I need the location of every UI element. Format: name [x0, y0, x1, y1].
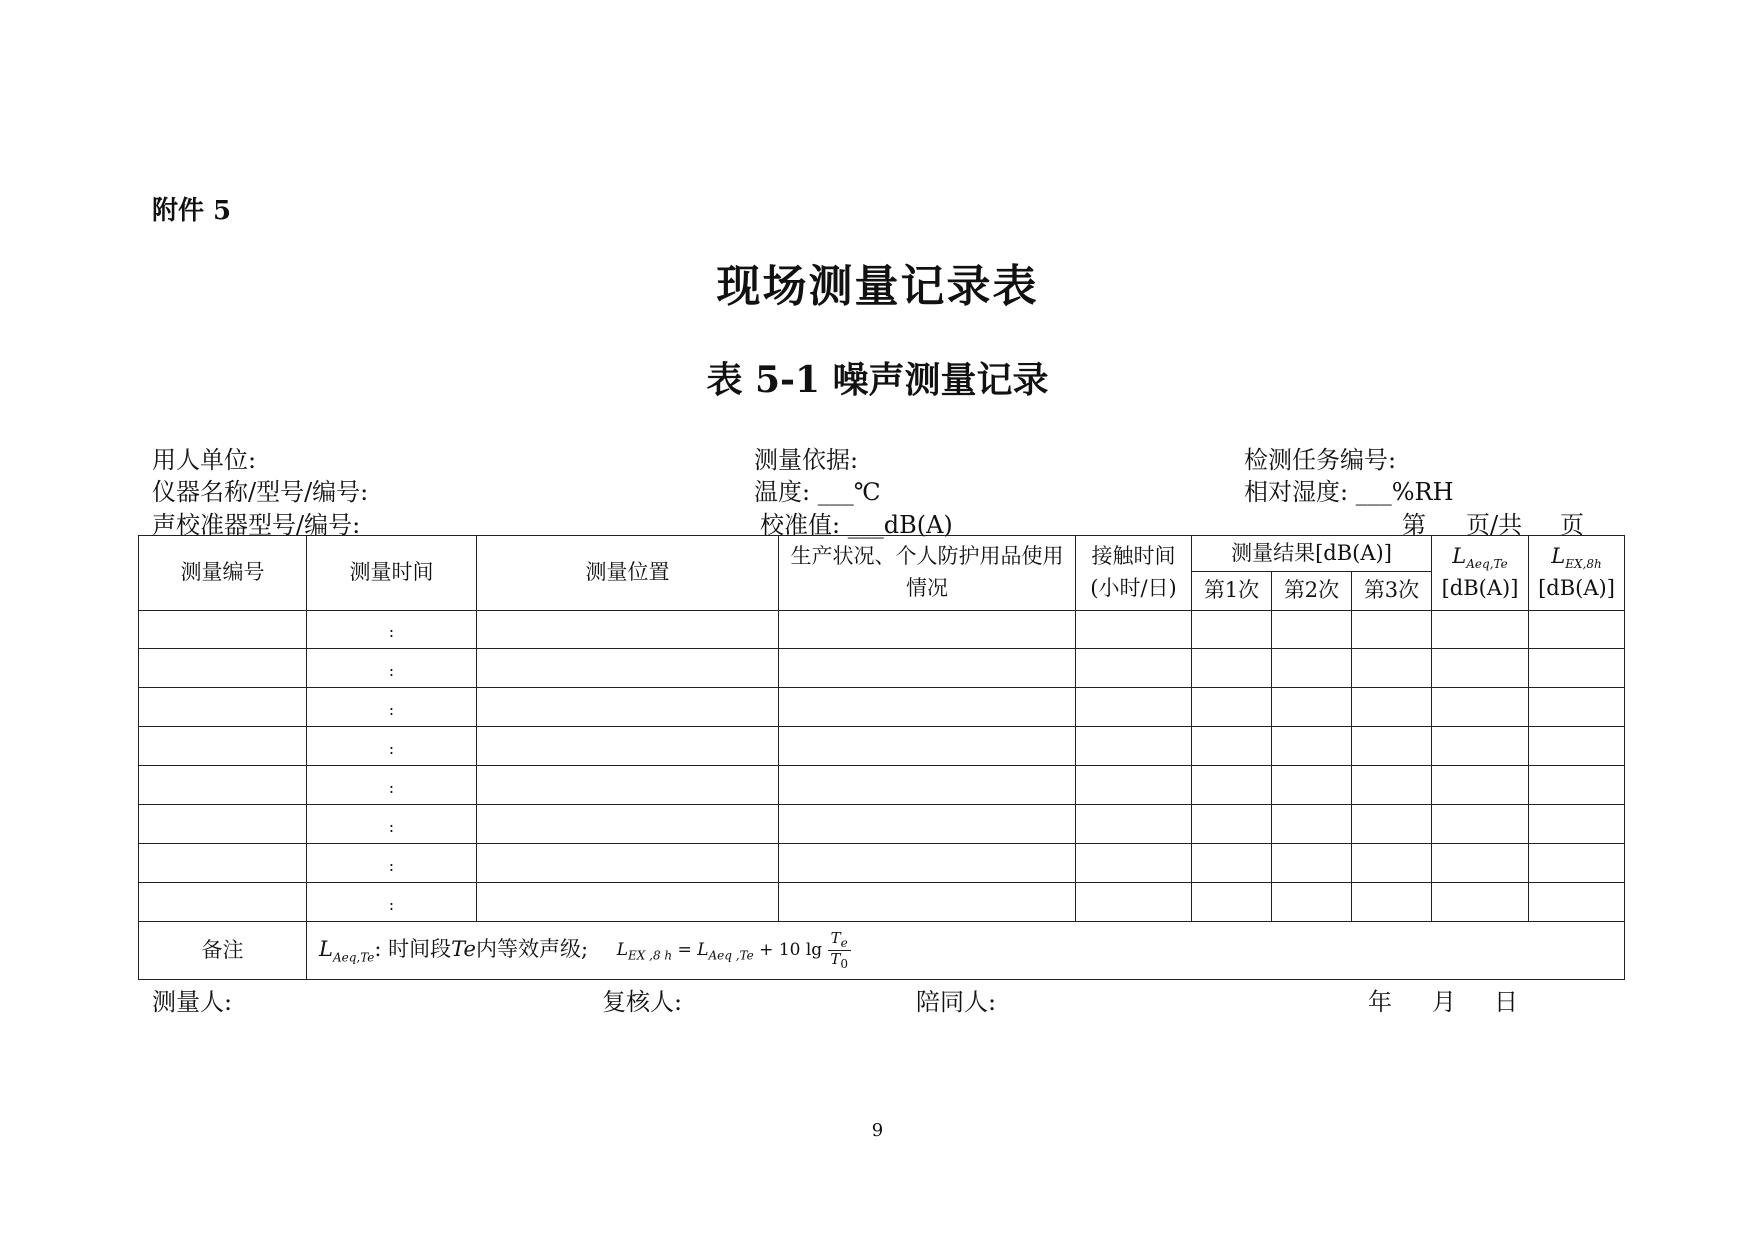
task-no-label: 检测任务编号:	[1244, 446, 1397, 474]
table-cell[interactable]	[1076, 610, 1192, 649]
time-cell[interactable]: :	[307, 727, 477, 766]
table-cell[interactable]	[779, 804, 1076, 843]
table-cell[interactable]	[477, 882, 779, 921]
formula-left: L	[616, 939, 629, 960]
header-laeq-symbol: L	[1452, 543, 1467, 568]
remark-desc-b: 内等效声级;	[475, 936, 589, 961]
calibrator-label: 声校准器型号/编号:	[152, 511, 361, 539]
header-lex-sub: EX,8h	[1565, 557, 1602, 572]
time-cell[interactable]: :	[307, 688, 477, 727]
table-cell[interactable]	[1192, 610, 1272, 649]
table-cell[interactable]	[139, 727, 307, 766]
table-row	[139, 766, 1625, 805]
table-cell[interactable]	[1432, 727, 1529, 766]
attachment-label: 附件 5	[152, 196, 232, 226]
reviewer-label: 复核人:	[602, 988, 683, 1016]
table-cell[interactable]	[1192, 804, 1272, 843]
page-di: 第	[1402, 511, 1426, 539]
header-lex	[1529, 536, 1625, 611]
table-row	[139, 727, 1625, 766]
calibration-value-label: 校准值: ___dB(A)	[760, 511, 953, 539]
formula-fraction	[828, 930, 851, 971]
table-row	[139, 688, 1625, 727]
table-cell[interactable]	[1352, 843, 1432, 882]
header-no: 测量编号	[139, 536, 307, 611]
header-lex-unit: [dB(A)]	[1538, 576, 1615, 601]
header-laeq-unit: [dB(A)]	[1441, 576, 1519, 601]
table-row	[139, 649, 1625, 688]
table-cell[interactable]	[1272, 610, 1352, 649]
humidity-label: 相对湿度: ___%RH	[1244, 478, 1454, 506]
remark-l-sub: Aeq,Te	[332, 949, 375, 964]
table-cell[interactable]	[1352, 804, 1432, 843]
header-r1: 第1次	[1192, 572, 1272, 610]
formula-left-sub: EX ,8 h	[628, 948, 673, 963]
table-cell[interactable]	[1529, 804, 1625, 843]
temperature-label: 温度: ___℃	[754, 478, 881, 506]
table-cell[interactable]	[1076, 727, 1192, 766]
frac-num: T	[830, 928, 841, 947]
time-cell[interactable]: :	[307, 766, 477, 805]
table-cell[interactable]	[1192, 688, 1272, 727]
table-cell[interactable]	[1432, 882, 1529, 921]
header-exposure	[1076, 536, 1192, 611]
table-cell[interactable]	[139, 688, 307, 727]
table-cell[interactable]	[1076, 882, 1192, 921]
table-cell[interactable]	[779, 727, 1076, 766]
table-cell[interactable]	[1272, 649, 1352, 688]
instrument-label: 仪器名称/型号/编号:	[152, 478, 369, 506]
date-month: 月	[1432, 988, 1456, 1016]
table-cell[interactable]	[139, 649, 307, 688]
remark-formula	[617, 930, 851, 971]
remark-desc-a: : 时间段	[374, 936, 452, 961]
table-cell[interactable]	[1432, 843, 1529, 882]
remark-desc-te: Te	[451, 936, 476, 961]
table-cell[interactable]	[1272, 804, 1352, 843]
table-row	[139, 804, 1625, 843]
frac-den-sub: 0	[840, 956, 848, 971]
frac-num-sub: e	[840, 935, 848, 950]
table-cell[interactable]	[1076, 688, 1192, 727]
table-cell[interactable]	[477, 766, 779, 805]
table-cell[interactable]	[1529, 688, 1625, 727]
table-cell[interactable]	[1076, 766, 1192, 805]
table-cell[interactable]	[477, 804, 779, 843]
table-cell[interactable]	[1076, 649, 1192, 688]
table-cell[interactable]	[1352, 882, 1432, 921]
page-title: 现场测量记录表	[716, 261, 1039, 312]
table-cell[interactable]	[1076, 804, 1192, 843]
table-cell[interactable]	[1432, 649, 1529, 688]
table-cell[interactable]	[1352, 766, 1432, 805]
table-cell[interactable]	[1432, 766, 1529, 805]
table-cell[interactable]	[1352, 727, 1432, 766]
table-cell[interactable]	[779, 766, 1076, 805]
header-location: 测量位置	[477, 536, 779, 611]
table-cell[interactable]	[139, 766, 307, 805]
table-cell[interactable]	[1272, 688, 1352, 727]
table-row	[139, 882, 1625, 921]
header-exposure-unit: (小时/日)	[1090, 575, 1177, 600]
table-cell[interactable]	[1432, 688, 1529, 727]
table-cell[interactable]	[1432, 610, 1529, 649]
table-cell[interactable]	[1192, 649, 1272, 688]
date-day: 日	[1494, 988, 1518, 1016]
header-r2: 第2次	[1272, 572, 1352, 610]
table-cell[interactable]	[1192, 727, 1272, 766]
formula-eq: =	[677, 939, 692, 960]
table-cell[interactable]	[1352, 610, 1432, 649]
table-row	[139, 843, 1625, 882]
time-cell[interactable]: :	[307, 610, 477, 649]
table-cell[interactable]	[1272, 727, 1352, 766]
table-cell[interactable]	[779, 843, 1076, 882]
remark-l-symbol: L	[319, 936, 333, 961]
time-cell[interactable]: :	[307, 843, 477, 882]
table-cell[interactable]	[1076, 843, 1192, 882]
table-cell[interactable]	[1352, 688, 1432, 727]
table-cell[interactable]	[477, 649, 779, 688]
table-cell[interactable]	[139, 843, 307, 882]
table-cell[interactable]	[779, 649, 1076, 688]
companion-label: 陪同人:	[916, 988, 997, 1016]
table-cell[interactable]	[1192, 843, 1272, 882]
table-cell[interactable]	[139, 882, 307, 921]
page-number: 9	[871, 1120, 884, 1141]
header-production-text: 生产状况、个人防护用品使用情况	[790, 544, 1064, 600]
noise-record-table	[138, 535, 1625, 980]
time-cell[interactable]: :	[307, 882, 477, 921]
time-cell[interactable]: :	[307, 649, 477, 688]
table-cell[interactable]	[1529, 649, 1625, 688]
table-cell[interactable]	[477, 843, 779, 882]
table-cell[interactable]	[477, 688, 779, 727]
measurer-label: 测量人:	[152, 988, 233, 1016]
header-r3: 第3次	[1352, 572, 1432, 610]
table-row	[139, 610, 1625, 649]
page-ye: 页	[1560, 511, 1584, 539]
header-laeq	[1432, 536, 1529, 611]
table-cell[interactable]	[1529, 766, 1625, 805]
time-cell[interactable]: :	[307, 804, 477, 843]
remark-content	[307, 921, 1625, 979]
header-production	[779, 536, 1076, 611]
header-lex-symbol: L	[1551, 543, 1566, 568]
header-exposure-text: 接触时间	[1091, 544, 1176, 569]
table-cell[interactable]	[1529, 882, 1625, 921]
table-cell[interactable]	[1272, 843, 1352, 882]
table-cell[interactable]	[1272, 882, 1352, 921]
table-cell[interactable]	[1432, 804, 1529, 843]
header-time: 测量时间	[307, 536, 477, 611]
table-cell[interactable]	[477, 727, 779, 766]
table-cell[interactable]	[139, 610, 307, 649]
table-cell[interactable]	[477, 610, 779, 649]
table-cell[interactable]	[1529, 843, 1625, 882]
employer-label: 用人单位:	[152, 446, 257, 474]
page-ye-gong: 页/共	[1466, 511, 1523, 539]
table-cell[interactable]	[1192, 882, 1272, 921]
table-cell[interactable]	[1529, 727, 1625, 766]
formula-right-sub: Aeq ,Te	[708, 948, 754, 963]
table-cell[interactable]	[1352, 649, 1432, 688]
table-cell[interactable]	[779, 610, 1076, 649]
date-year: 年	[1368, 988, 1392, 1016]
table-cell[interactable]	[1272, 766, 1352, 805]
frac-den: T	[830, 949, 841, 968]
remark-label: 备注	[139, 921, 307, 979]
formula-right: L	[697, 939, 709, 960]
table-cell[interactable]	[779, 688, 1076, 727]
table-cell[interactable]	[779, 882, 1076, 921]
header-laeq-sub: Aeq,Te	[1466, 557, 1508, 572]
table-cell[interactable]	[1529, 610, 1625, 649]
formula-plus: + 10 lg	[759, 939, 823, 960]
table-cell[interactable]	[139, 804, 307, 843]
basis-label: 测量依据:	[754, 446, 859, 474]
table-subtitle: 表 5-1 噪声测量记录	[706, 359, 1049, 401]
header-result: 测量结果[dB(A)]	[1192, 536, 1432, 572]
table-cell[interactable]	[1192, 766, 1272, 805]
